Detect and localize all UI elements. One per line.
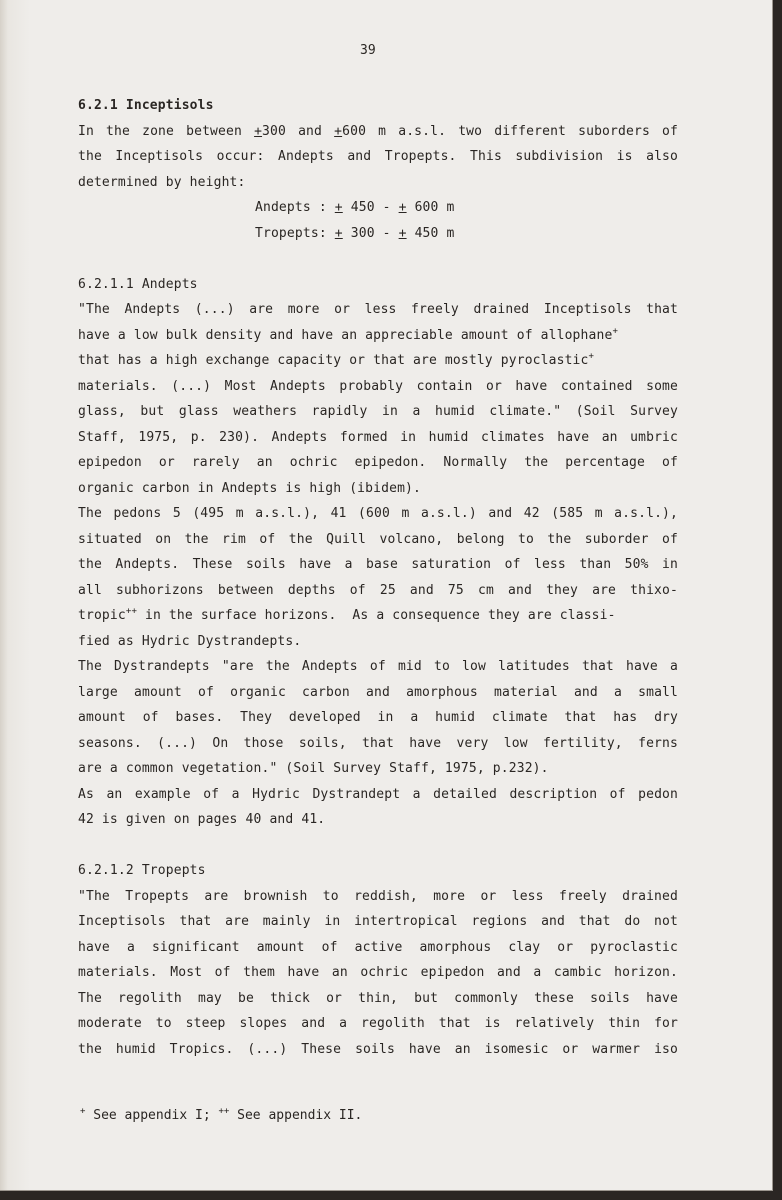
- footnote-symbol: ++: [218, 1106, 230, 1117]
- paragraph-line: are a common vegetation." (Soil Survey Staff, 1975, p.232).: [78, 761, 549, 776]
- page-body: [78, 93, 678, 1062]
- paragraph-line: organic carbon in Andepts is high (ibidem).: [78, 480, 421, 496]
- paragraph-line: the humid Tropics. (...) These soils have an isomesic or warmer iso: [78, 1041, 678, 1057]
- footnote-symbol: +: [80, 1106, 86, 1117]
- paragraph-line: Inceptisols that are mainly in intertropical regions and that do not: [78, 914, 678, 929]
- paragraph-line: "The Tropepts are brownish to reddish, more or less freely drained: [78, 888, 678, 904]
- footnote-marker: ++: [125, 606, 138, 617]
- spacer: [78, 833, 678, 859]
- section-heading-inceptisols: 6.2.1 Inceptisols: [78, 98, 214, 113]
- paragraph-line: that has a high exchange capacity or that are mostly pyroclastic+: [78, 351, 595, 368]
- paragraph-line: large amount of organic carbon and amorphous material and a small: [78, 684, 678, 700]
- paragraph-line: all subhorizons between depths of 25 and 75 cm and they are thixo-: [78, 582, 678, 598]
- paragraph-line: The pedons 5 (495 m a.s.l.), 41 (600 m a.s.l.) and 42 (585 m a.s.l.),: [78, 506, 678, 521]
- paragraph-line: determined by height:: [78, 174, 246, 190]
- paragraph-line: seasons. (...) On those soils, that have very low fertility, ferns: [78, 735, 678, 751]
- paragraph-line: In the zone between +300 and +600 m a.s.l. two different suborders of: [78, 123, 678, 139]
- paragraph-line: materials. (...) Most Andepts probably contain or have contained some: [78, 378, 678, 394]
- paragraph-line: Staff, 1975, p. 230). Andepts formed in humid climates have an umbric: [78, 429, 678, 445]
- height-range-tropepts: Tropepts: + 300 - + 450 m: [255, 225, 455, 241]
- paragraph-line: moderate to steep slopes and a regolith that is relatively thin for: [78, 1016, 678, 1031]
- spacer: [78, 246, 678, 272]
- paragraph-line: 42 is given on pages 40 and 41.: [78, 812, 326, 827]
- footnote-marker: +: [588, 351, 595, 362]
- paragraph-line: situated on the rim of the Quill volcano, belong to the suborder of: [78, 531, 678, 547]
- paragraph-line: epipedon or rarely an ochric epipedon. Normally the percentage of: [78, 455, 678, 470]
- subsection-heading-andepts: 6.2.1.1 Andepts: [78, 276, 198, 292]
- paragraph-line: have a low bulk density and have an appreciable amount of allophane+: [78, 326, 619, 343]
- paragraph-line: amount of bases. They developed in a humid climate that has dry: [78, 710, 678, 725]
- paragraph-line: tropic++ in the surface horizons. As a consequence they are classi-: [78, 606, 616, 623]
- paragraph-line: The Dystrandepts "are the Andepts of mid to low latitudes that have a: [78, 659, 678, 674]
- height-range-andepts: Andepts : + 450 - + 600 m: [255, 200, 455, 215]
- footnote: + See appendix I; ++ See appendix II.: [80, 1106, 363, 1123]
- paragraph-line: The regolith may be thick or thin, but commonly these soils have: [78, 990, 678, 1006]
- paragraph-line: materials. Most of them have an ochric epipedon and a cambic horizon.: [78, 965, 678, 980]
- paragraph-line: fied as Hydric Dystrandepts.: [78, 633, 302, 649]
- footnote-marker: +: [612, 326, 619, 337]
- paragraph-line: have a significant amount of active amorphous clay or pyroclastic: [78, 939, 678, 955]
- paragraph-line: the Andepts. These soils have a base saturation of less than 50% in: [78, 557, 678, 572]
- paragraph-line: "The Andepts (...) are more or less freely drained Inceptisols that: [78, 302, 678, 317]
- paragraph-line: glass, but glass weathers rapidly in a humid climate." (Soil Survey: [78, 404, 678, 419]
- paragraph-line: As an example of a Hydric Dystrandept a detailed description of pedon: [78, 786, 678, 802]
- subsection-heading-tropepts: 6.2.1.2 Tropepts: [78, 863, 206, 878]
- paragraph-line: the Inceptisols occur: Andepts and Tropepts. This subdivision is also: [78, 149, 678, 164]
- page-number: 39: [360, 43, 376, 58]
